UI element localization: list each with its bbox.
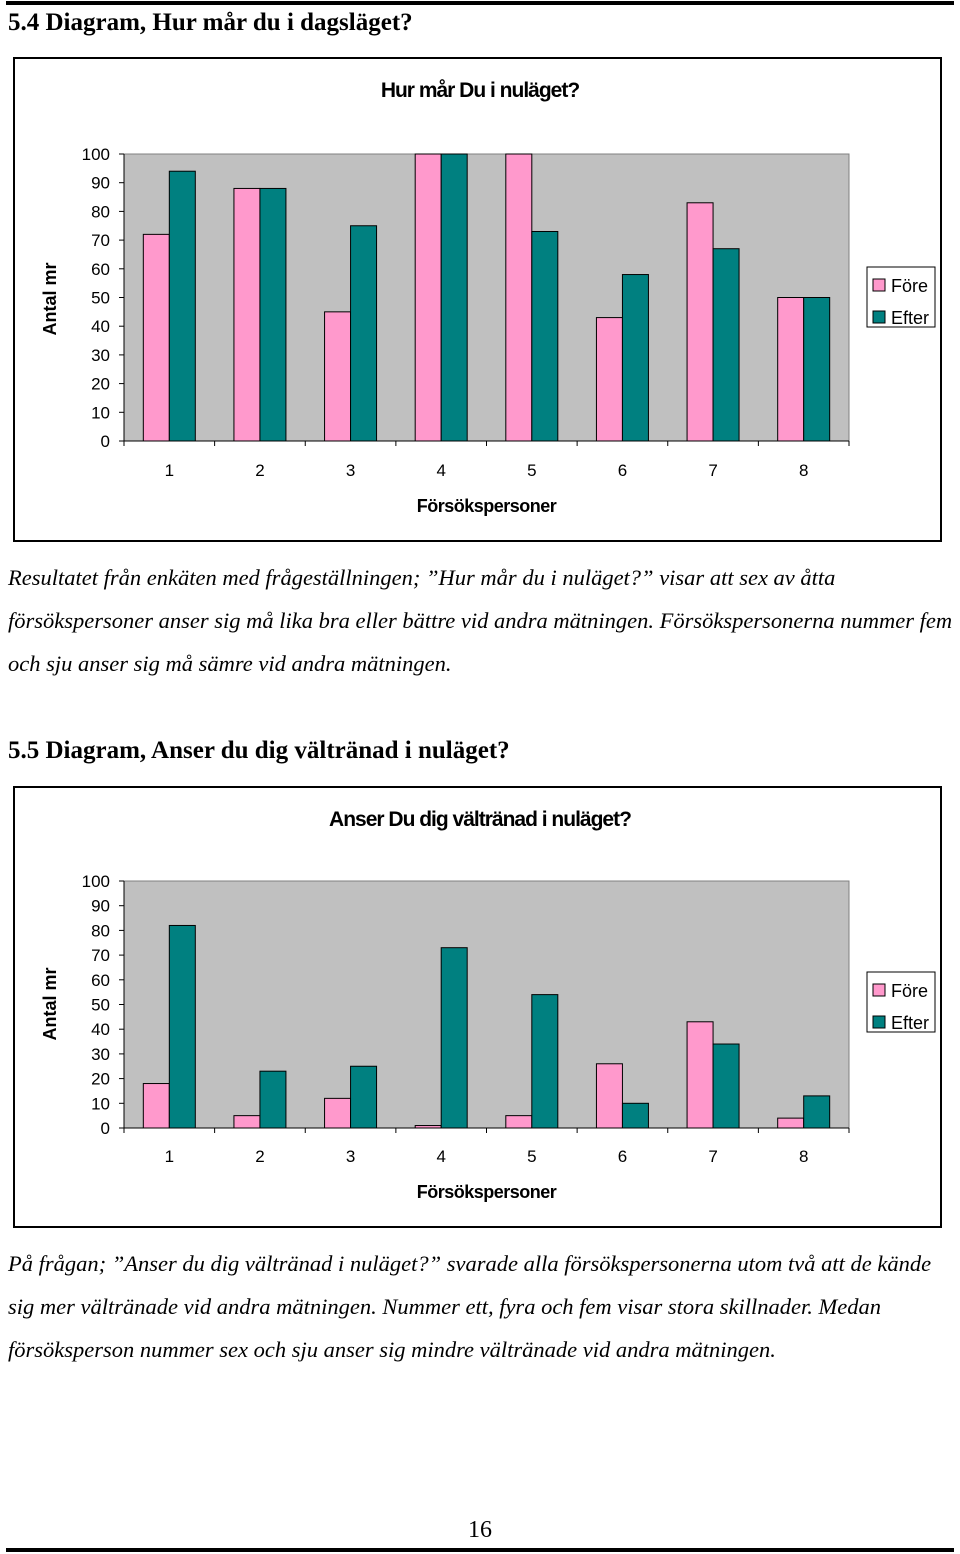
bar-efter-3 [351,226,377,441]
y-tick-label: 60 [91,970,110,990]
top-rule [6,1,954,5]
chart-svg [15,788,940,1226]
paragraph-chart1-result: Resultatet från enkäten med frågeställningen; ”Hur mår du i nuläget?” visar att sex av åtta försökspersoner anser sig må lika bra eller bättre vid andra mätningen. Försökspersonerna nummer fem och sju anser sig må sämre vid andra mätningen. [8,565,953,676]
y-axis-label: Antal mr [40,262,60,336]
legend-label-efter: Efter [891,1013,930,1033]
x-tick-label: 1 [164,461,175,480]
legend-swatch-fore [873,984,885,996]
y-tick-label: 80 [91,921,110,941]
legend-label-efter: Efter [891,308,930,328]
y-tick-label: 70 [91,231,110,251]
bar-efter-7 [713,249,739,441]
y-tick-label: 50 [91,995,110,1015]
bar-efter-3 [351,1066,377,1128]
page-number: 16 [468,1517,492,1543]
y-tick-label: 0 [100,1119,110,1138]
y-tick-label: 20 [91,374,110,394]
bar-fore-8 [778,1118,804,1128]
x-tick-label: 2 [255,1147,265,1166]
y-tick-label: 10 [91,1094,110,1114]
x-tick-label: 7 [708,1147,718,1166]
plot-area [124,154,849,441]
legend-label-fore: Före [891,981,929,1001]
y-tick-label: 70 [91,946,110,966]
bar-efter-5 [532,995,558,1128]
bar-efter-1 [169,925,195,1128]
y-tick-label: 90 [91,896,110,916]
y-tick-label: 80 [91,202,110,222]
bar-efter-5 [532,231,558,441]
x-axis-label: Försökspersoner [416,496,557,516]
section-heading-5-5: 5.5 Diagram, Anser du dig vältränad i nuläget? [8,737,510,764]
bar-efter-6 [622,275,648,441]
bar-efter-8 [804,1096,830,1128]
bar-fore-8 [778,298,804,442]
x-tick-label: 1 [164,1147,175,1166]
x-tick-label: 3 [345,461,356,480]
paragraph-chart2-result: På frågan; ”Anser du dig vältränad i nuläget?” svarade alla försökspersonerna utom två att de kände sig mer vältränade vid andra mätningen. Nummer ett, fyra och fem visar stora skillnader. Medan försöksperson nummer sex och sju anser sig mindre vältränade vid andra mätningen. [8,1251,932,1362]
bar-fore-6 [596,1064,622,1128]
y-tick-label: 100 [81,872,110,891]
legend-swatch-fore [873,279,885,291]
bar-efter-1 [169,171,195,441]
bottom-rule [6,1548,954,1552]
bar-efter-2 [260,1071,286,1128]
bar-fore-7 [687,1022,713,1128]
x-tick-label: 5 [527,461,537,480]
y-axis-label: Antal mr [40,967,60,1041]
bar-efter-2 [260,188,286,441]
bar-efter-6 [622,1103,648,1128]
bar-fore-1 [143,234,169,441]
x-tick-label: 8 [798,1147,809,1166]
x-axis-label: Försökspersoner [416,1182,557,1202]
bar-fore-4 [415,1126,441,1128]
bar-efter-8 [804,298,830,442]
bar-fore-2 [234,1116,260,1128]
chart-vältränad [13,786,942,1228]
bar-fore-5 [506,1116,532,1128]
bar-fore-4 [415,154,441,441]
bar-fore-3 [325,312,351,441]
y-tick-label: 30 [91,1044,110,1064]
y-tick-label: 10 [91,403,110,423]
y-tick-label: 20 [91,1069,110,1089]
bar-efter-7 [713,1044,739,1128]
bar-efter-4 [441,154,467,441]
x-tick-label: 6 [617,1147,628,1166]
y-tick-label: 30 [91,345,110,365]
y-tick-label: 40 [91,317,110,337]
bar-fore-7 [687,203,713,441]
chart-hur-mar-du [13,57,942,542]
y-tick-label: 40 [91,1020,110,1040]
chart-svg [15,59,940,540]
x-tick-label: 2 [255,461,265,480]
section-heading-5-4: 5.4 Diagram, Hur mår du i dagsläget? [8,9,413,36]
y-tick-label: 100 [81,145,110,164]
bar-fore-5 [506,154,532,441]
legend-label-fore: Före [891,276,929,296]
y-tick-label: 90 [91,173,110,193]
y-tick-label: 0 [100,432,110,451]
bar-fore-3 [325,1098,351,1128]
chart-title: Anser Du dig vältränad i nuläget? [329,808,631,831]
bar-efter-4 [441,948,467,1128]
plot-area [124,881,849,1128]
legend-swatch-efter [873,311,885,323]
y-tick-label: 50 [91,288,110,308]
x-tick-label: 4 [436,1147,446,1166]
x-tick-label: 5 [527,1147,537,1166]
chart-title: Hur mår Du i nuläget? [380,79,580,102]
bar-fore-6 [596,318,622,441]
x-tick-label: 6 [617,461,628,480]
x-tick-label: 7 [708,461,718,480]
y-tick-label: 60 [91,259,110,279]
bar-fore-2 [234,188,260,441]
legend-swatch-efter [873,1016,885,1028]
x-tick-label: 8 [798,461,809,480]
x-tick-label: 4 [436,461,446,480]
x-tick-label: 3 [345,1147,356,1166]
bar-fore-1 [143,1084,169,1128]
